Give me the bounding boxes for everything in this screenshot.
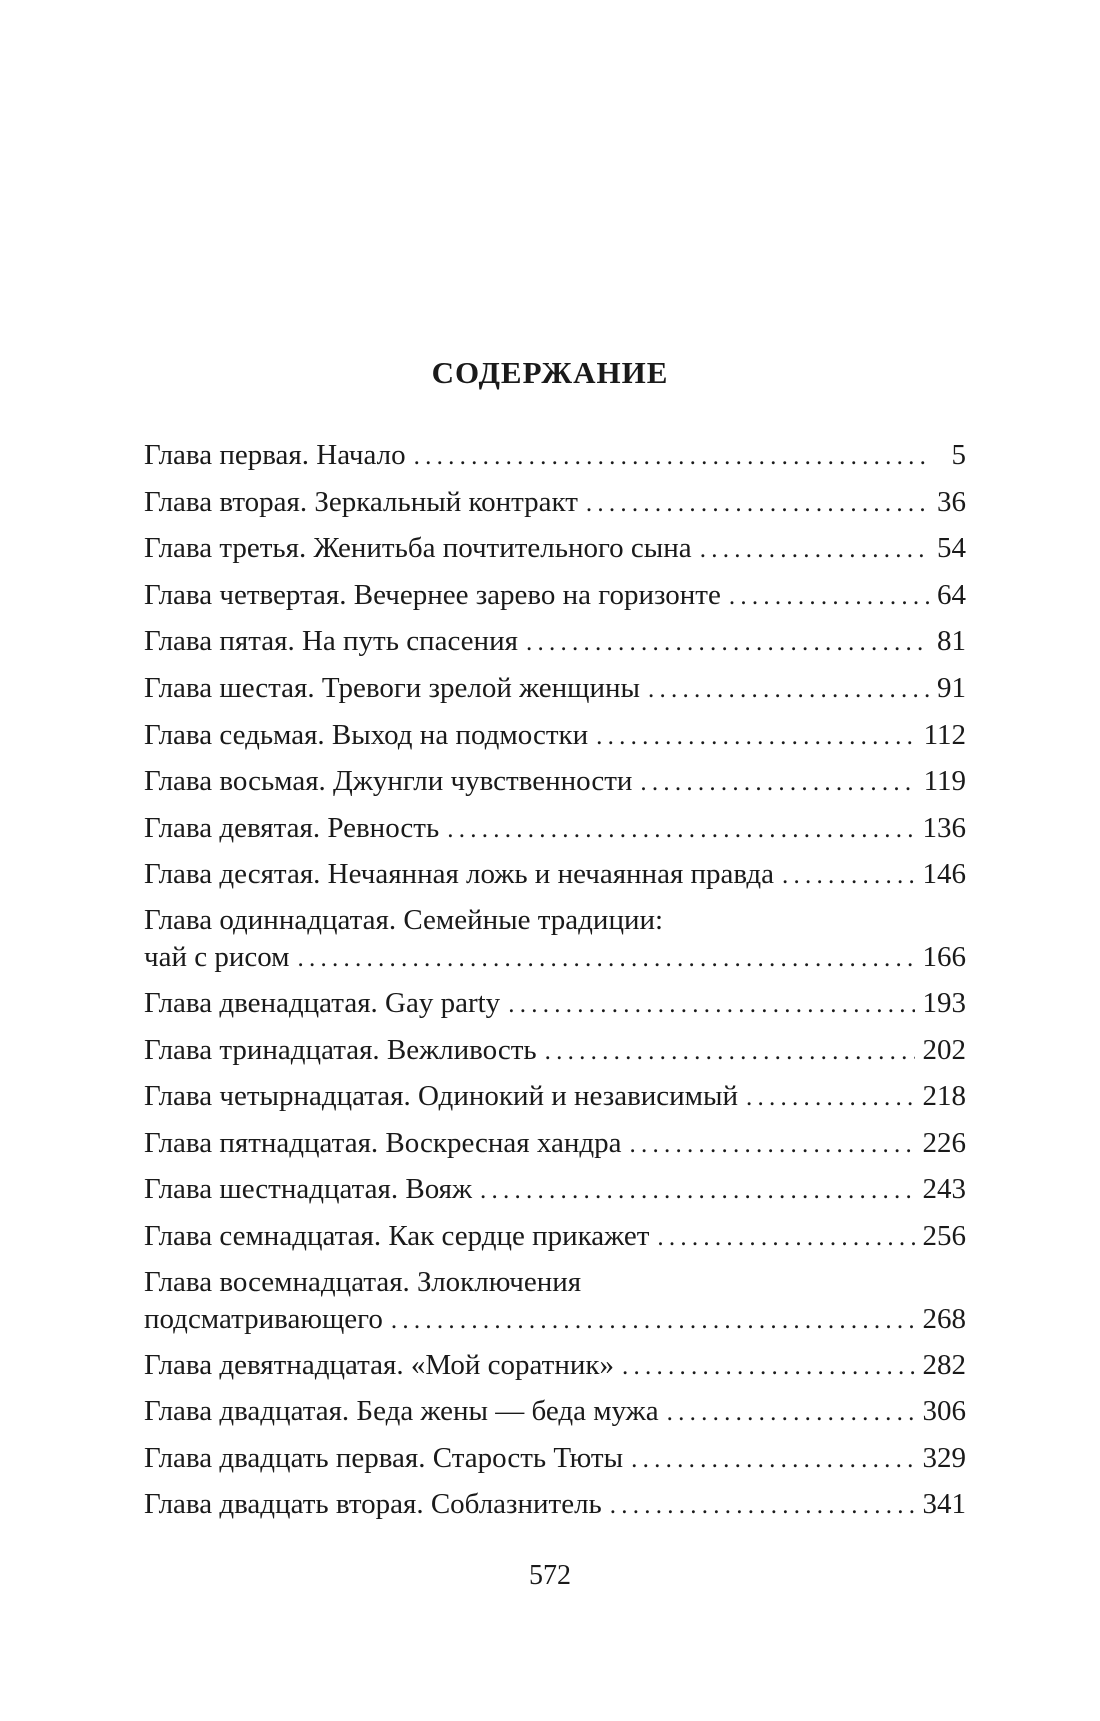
toc-entry (144, 1342, 966, 1389)
toc-entry-title: Глава двенадцатая. Gay party (144, 986, 501, 1019)
toc-entry (144, 851, 966, 898)
toc-entry-title-continued: чай с рисом (144, 940, 290, 973)
dot-leader (414, 434, 930, 481)
toc-entry (144, 479, 966, 526)
toc-entry (144, 1264, 966, 1338)
dot-leader (622, 1344, 915, 1391)
toc-entry-title-continued: подсматривающего (144, 1302, 383, 1335)
dot-leader (667, 1390, 915, 1437)
dot-leader (657, 1215, 914, 1262)
toc-entry (144, 1213, 966, 1260)
toc-entry (144, 1120, 966, 1167)
dot-leader (508, 982, 914, 1029)
toc-entry-page: 193 (922, 986, 966, 1019)
toc-entry-title: Глава третья. Женитьба почтительного сына (144, 532, 692, 565)
toc-entry-title: Глава девятая. Ревность (144, 811, 440, 844)
toc-entry-title: Глава четвертая. Вечернее зарево на горизонте (144, 578, 721, 611)
toc-entry-page: 36 (937, 485, 966, 518)
toc-entry-page: 306 (922, 1395, 966, 1428)
dot-leader (648, 667, 929, 714)
dot-leader (630, 1122, 915, 1169)
toc-entry-title: Глава восемнадцатая. Злоключения (144, 1265, 582, 1298)
toc-entry (144, 980, 966, 1027)
dot-leader (610, 1483, 915, 1530)
toc-entry-page: 166 (922, 940, 966, 973)
toc-entry (144, 1435, 966, 1482)
toc-entry-page: 329 (922, 1441, 966, 1474)
dot-leader (640, 760, 915, 807)
toc-entry-title: Глава шестая. Тревоги зрелой женщины (144, 671, 641, 704)
dot-leader (298, 940, 915, 978)
toc-entry-page: 268 (922, 1302, 966, 1335)
toc-entry-page: 136 (922, 811, 966, 844)
toc-entry-title: Глава первая. Начало (144, 439, 406, 471)
toc-entry-page: 5 (951, 439, 966, 471)
toc-entry-page: 64 (937, 578, 966, 611)
toc-entry (144, 902, 966, 976)
toc-entry-title: Глава тринадцатая. Вежливость (144, 1033, 537, 1066)
page-title: СОДЕРЖАНИЕ (431, 355, 669, 390)
dot-leader (782, 853, 914, 900)
dot-leader (700, 527, 929, 574)
toc-entry (144, 1388, 966, 1435)
toc-entry-page: 226 (922, 1126, 966, 1159)
toc-entry-page: 119 (923, 765, 966, 798)
toc-entry (144, 1073, 966, 1120)
toc-entry-page: 256 (922, 1219, 966, 1252)
toc-entry-title: Глава пятая. На путь спасения (144, 625, 518, 658)
toc-entry-title: Глава седьмая. Выход на подмостки (144, 718, 589, 751)
toc-entry (144, 1027, 966, 1074)
toc-entry-page: 91 (937, 671, 966, 704)
toc-entry-title: Глава двадцатая. Беда жены — беда мужа (144, 1395, 659, 1428)
dot-leader (596, 714, 915, 761)
toc-entry-title: Глава семнадцатая. Как сердце прикажет (144, 1219, 650, 1252)
toc-entry (144, 1166, 966, 1213)
dot-leader (586, 481, 929, 528)
toc-entry-page: 112 (923, 718, 966, 751)
dot-leader (729, 574, 929, 621)
toc-entry-page: 282 (922, 1348, 966, 1381)
toc-entry-page: 81 (937, 625, 966, 658)
toc-entry (144, 758, 966, 805)
toc-entry-page: 146 (922, 858, 966, 891)
toc-entry (144, 665, 966, 712)
toc-entry-page: 54 (937, 532, 966, 565)
dot-leader (447, 807, 914, 854)
dot-leader (545, 1029, 915, 1076)
toc-entry-title: Глава двадцать вторая. Соблазнитель (144, 1488, 602, 1521)
toc-entry-title: Глава пятнадцатая. Воскресная хандра (144, 1126, 622, 1159)
toc-entry-title: Глава десятая. Нечаянная ложь и нечаянная правда (144, 858, 775, 891)
toc-entry-title: Глава вторая. Зеркальный контракт (144, 485, 578, 518)
toc-entry-title: Глава четырнадцатая. Одинокий и независимый (144, 1080, 739, 1113)
toc-entry (144, 572, 966, 619)
toc-entry (144, 432, 966, 479)
toc-entry-page: 218 (922, 1080, 966, 1113)
toc-entry-title: Глава шестнадцатая. Вояж (144, 1173, 473, 1206)
dot-leader (480, 1168, 914, 1215)
toc-entry-title: Глава восьмая. Джунгли чувственности (144, 765, 633, 798)
toc-entry (144, 712, 966, 759)
dot-leader (391, 1302, 915, 1340)
toc-entry-title: Глава одиннадцатая. Семейные традиции: (144, 903, 664, 936)
toc-entry-page: 243 (922, 1173, 966, 1206)
toc-entry (144, 618, 966, 665)
toc-entry-page: 341 (922, 1488, 966, 1521)
dot-leader (746, 1075, 914, 1122)
table-of-contents (144, 432, 966, 1528)
dot-leader (631, 1437, 914, 1484)
toc-entry (144, 1481, 966, 1528)
toc-entry-title: Глава девятнадцатая. «Мой соратник» (144, 1348, 614, 1381)
toc-entry (144, 525, 966, 572)
toc-entry-page: 202 (922, 1033, 966, 1066)
toc-entry (144, 805, 966, 852)
page-number: 572 (529, 1560, 571, 1591)
dot-leader (526, 620, 929, 667)
toc-entry-title: Глава двадцать первая. Старость Тюты (144, 1441, 624, 1474)
